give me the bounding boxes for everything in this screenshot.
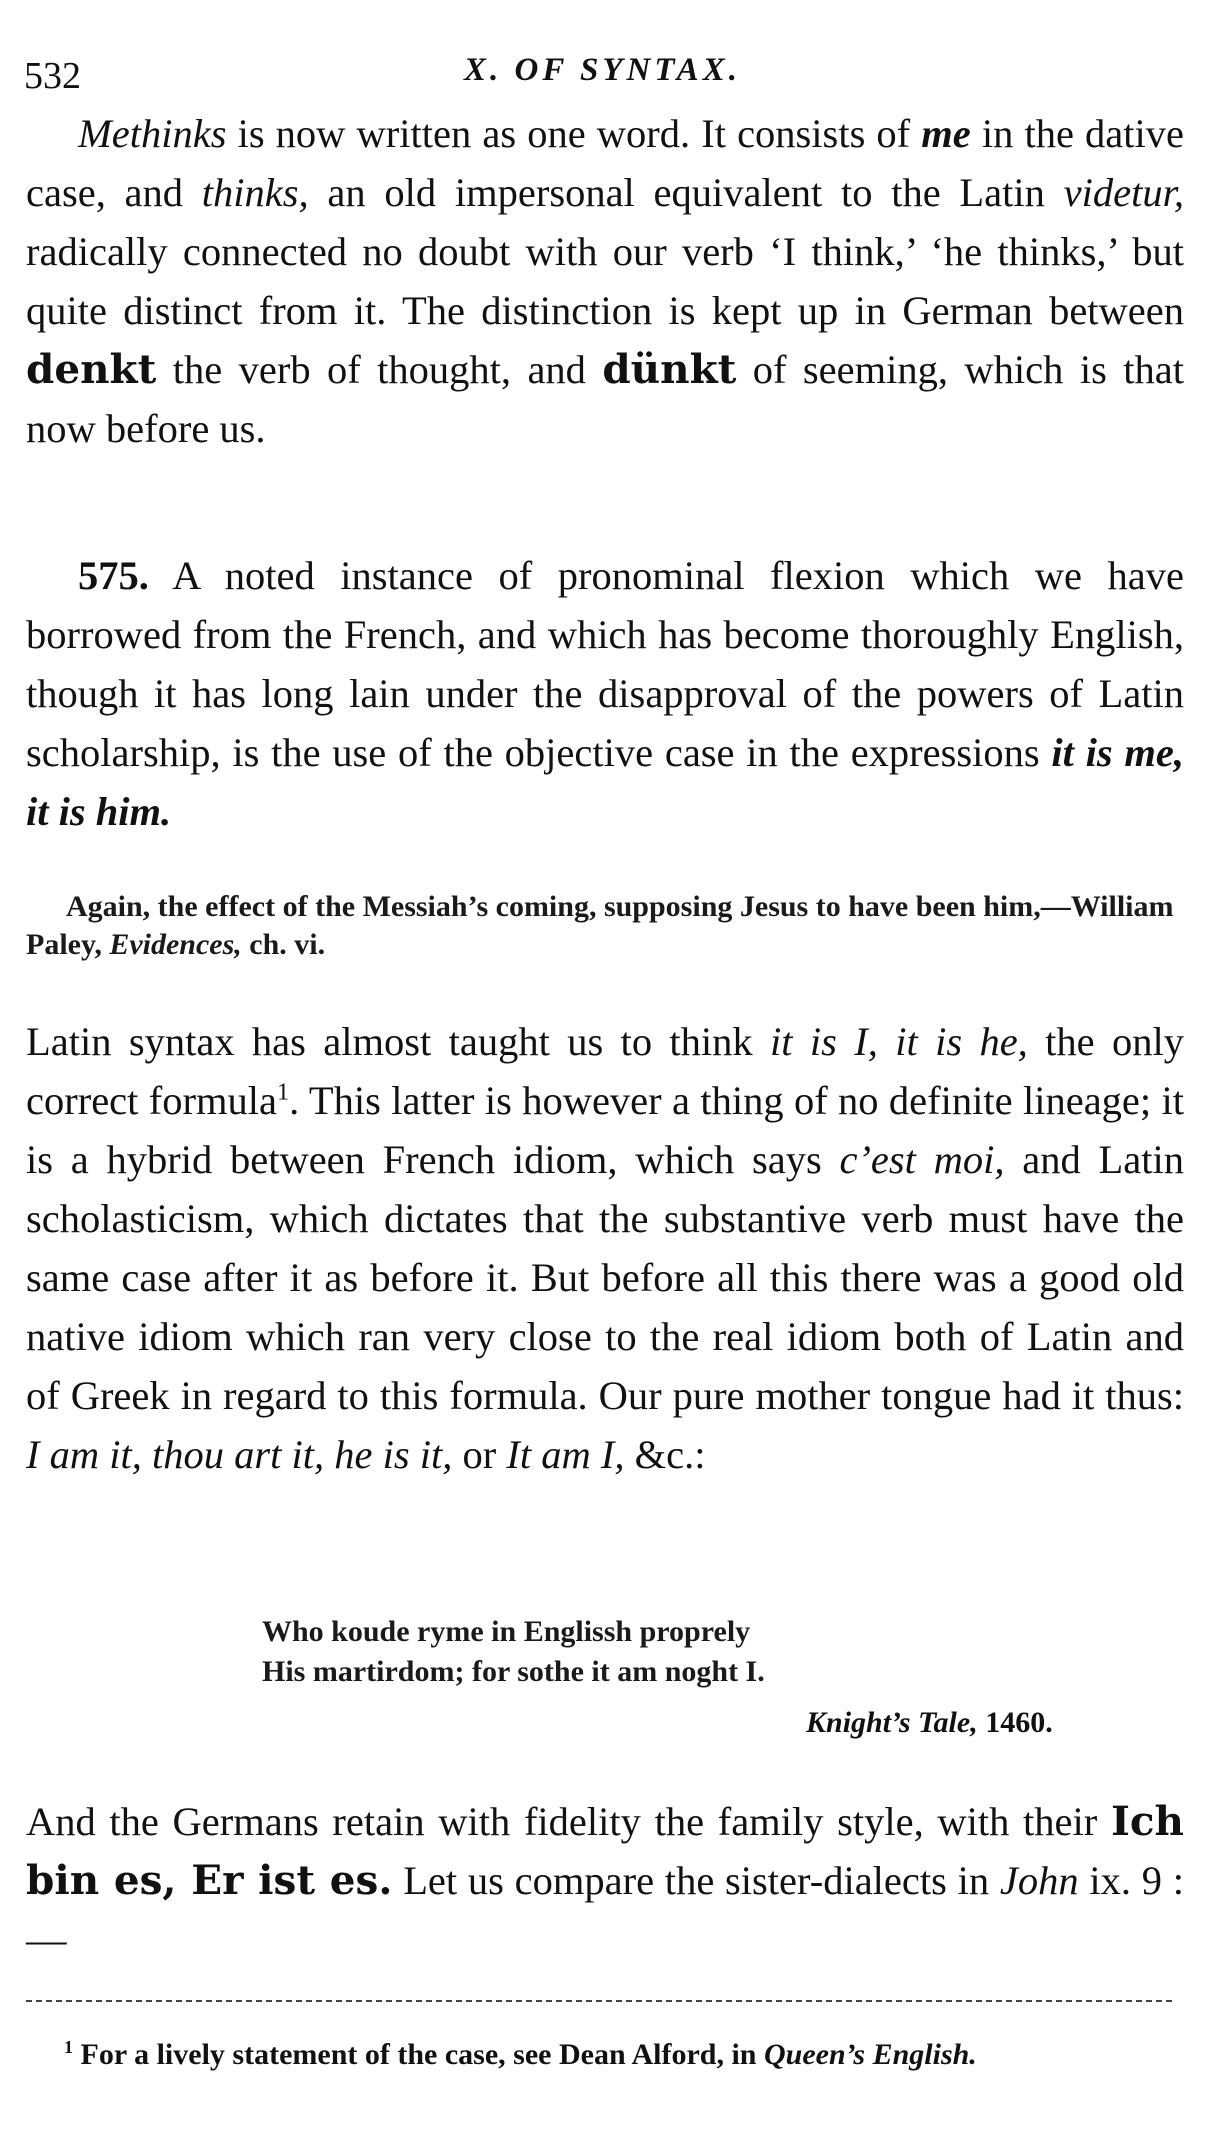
verse-line: His martirdom; for sothe it am noght I. bbox=[262, 1655, 765, 1688]
footnote-marker[interactable]: 1 bbox=[276, 1078, 290, 1106]
verse-attribution: Knight’s Tale, 1460. bbox=[806, 1706, 1053, 1739]
verse-quotation bbox=[262, 1612, 765, 1692]
paragraph-germans: And the Germans retain with fidelity the family style, with their Ich bin es, Er ist es. Let us compare the sister-dialects in John ix. 9 :— bbox=[26, 1797, 1184, 1962]
page-number: 532 bbox=[24, 55, 81, 97]
footnote-number: 1 bbox=[64, 2037, 73, 2057]
paragraph-methinks: Methinks is now written as one word. It consists of me in the dative case, and thinks, an old impersonal equivalent to the Latin videtur, radically connected no doubt with our verb ‘I think,’ ‘he thinks,’ but quite distinct from it. The distinction is kept up in German between denkt the verb of thought, and dünkt of seeming, which is that now before us. bbox=[26, 111, 1185, 451]
quotation-paley: Again, the effect of the Messiah’s coming, supposing Jesus to have been him,—William Paley, Evidences, ch. vi. bbox=[26, 890, 1174, 961]
paragraph-latin-syntax: Latin syntax has almost taught us to think it is I, it is he, the only correct formula$^1$. This latter is however a thing of no definite lineage; it is a hybrid between French idiom, which says c’est moi, and Latin scholasticism, which dictates that the substantive verb must have the same case after it as before it. But before all this there was a good old native idiom which ran very close to the real idiom both of Latin and of Greek in regard to this formula. Our pure mother tongue had it thus: I am it, thou art it, he is it, or It am I, &c.: bbox=[26, 1019, 1185, 1477]
footnote-rule bbox=[26, 2000, 1172, 2002]
running-head: X. OF SYNTAX. bbox=[464, 52, 741, 88]
paragraph-575: 575. A noted instance of pronominal flexion which we have borrowed from the French, and which has become thoroughly English, though it has long lain under the disapproval of the powers of Latin scholarship, is the use of the objective case in the expressions it is me, it is him. bbox=[26, 553, 1185, 834]
page-header bbox=[24, 48, 1184, 108]
verse-line: Who koude ryme in Englissh proprely bbox=[262, 1615, 751, 1648]
footnote: $^1$ For a lively statement of the case, see Dean Alford, in Queen’s English. bbox=[64, 2037, 977, 2071]
word-methinks: Methinks bbox=[78, 111, 227, 156]
section-number: 575. bbox=[78, 553, 149, 598]
